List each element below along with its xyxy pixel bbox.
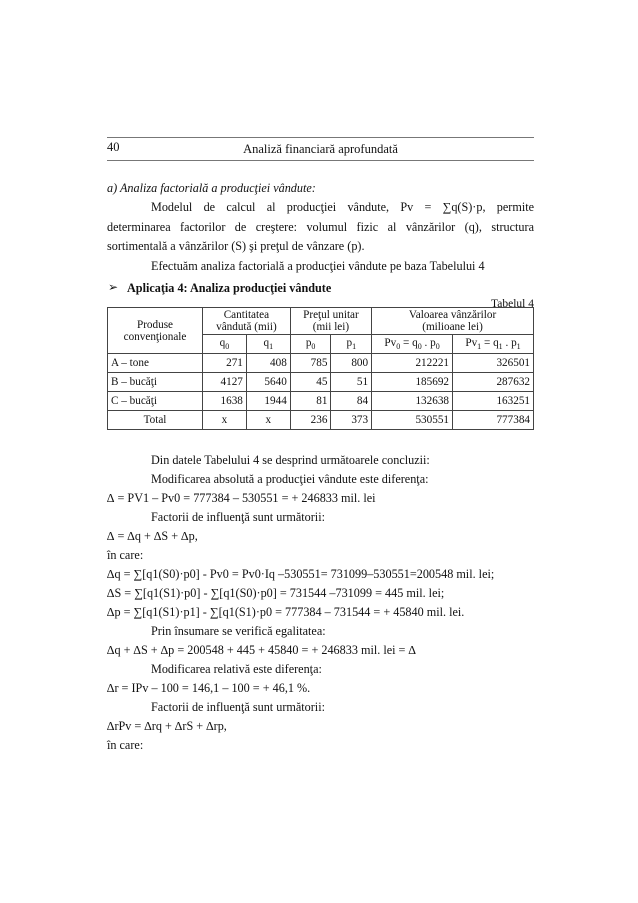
cell-p0: 45 (290, 373, 331, 392)
text-factors-relative: Factorii de influenţă sunt următorii: (151, 700, 325, 714)
header-value: Valoarea vânzărilor (milioane lei) (372, 308, 534, 335)
subheader-q0: $q_0$ (203, 335, 247, 354)
paragraph-analysis: Efectuăm analiza factorială a producţiei vândute pe baza Tabelului 4 (151, 259, 485, 273)
cell-pv0: 212221 (372, 354, 453, 373)
cell-p1: 800 (331, 354, 372, 373)
cell-q1: 1944 (246, 392, 290, 411)
formula-sum: ∆q + ∆S + ∆p = 200548 + 445 + 45840 = + 246833 mil. lei = ∆ (107, 643, 416, 657)
page-header (107, 138, 534, 158)
bullet-arrow-icon: ➢ (108, 280, 119, 294)
section-heading: a) Analiza factorială a producţiei vândute: (107, 181, 316, 195)
table-row (108, 354, 534, 373)
cell-q1: 5640 (246, 373, 290, 392)
subheader-p1: $p_1$ (331, 335, 372, 354)
cell-product: Total (108, 411, 203, 430)
cell-q1: x (246, 411, 290, 430)
text-verification: Prin însumare se verifică egalitatea: (151, 624, 326, 638)
header-price: Preţul unitar (mii lei) (290, 308, 371, 335)
cell-p0: 785 (290, 354, 331, 373)
cell-p0: 81 (290, 392, 331, 411)
formula-delta-p: ∆p = ∑[q1(S1)·p1] - ∑[q1(S1)·p0 = 777384 – 731544 = + 45840 mil. lei. (107, 605, 465, 619)
cell-pv1: 777384 (453, 411, 534, 430)
formula-delta: ∆ = PV1 – Pv0 = 777384 – 530551 = + 246833 mil. lei (107, 491, 376, 505)
subheader-q1: $q_1$ (246, 335, 290, 354)
text-relative-change: Modificarea relativă este diferenţa: (151, 662, 322, 676)
text-conclusions: Din datele Tabelului 4 se desprind următoarele concluzii: (151, 453, 430, 467)
formula-relative-decomposition: ∆rPv = ∆rq + ∆rS + ∆rp, (107, 719, 227, 733)
cell-pv0: 185692 (372, 373, 453, 392)
header-products: Produse convenţionale (108, 308, 203, 354)
page-number: 40 (107, 140, 120, 154)
cell-pv1: 287632 (453, 373, 534, 392)
cell-p1: 51 (331, 373, 372, 392)
table-row (108, 392, 534, 411)
table-total-row (108, 411, 534, 430)
cell-q0: x (203, 411, 247, 430)
subheader-p0: $p_0$ (290, 335, 331, 354)
cell-product: C – bucăţi (108, 392, 203, 411)
cell-p1: 84 (331, 392, 372, 411)
production-table (107, 307, 534, 430)
formula-decomposition: ∆ = ∆q + ∆S + ∆p, (107, 529, 198, 543)
cell-p0: 236 (290, 411, 331, 430)
text-where: în care: (107, 548, 144, 562)
text-where-2: în care: (107, 738, 144, 752)
header-quantity: Cantitatea vândută (mii) (203, 308, 291, 335)
header-bottom-rule (107, 160, 534, 161)
subheader-pv0: $Pv_0 = q_0$ . $p_0$ (372, 335, 453, 354)
formula-delta-r: ∆r = IPv – 100 = 146,1 – 100 = + 46,1 %. (107, 681, 311, 695)
formula-delta-s: ∆S = ∑[q1(S1)·p0] - ∑[q1(S0)·p0] = 731544 –731099 = 445 mil. lei; (107, 586, 445, 600)
cell-pv1: 163251 (453, 392, 534, 411)
subheader-pv1: $Pv_1 = q_1$ . $p_1$ (453, 335, 534, 354)
cell-product: B – bucăţi (108, 373, 203, 392)
running-title: Analiză financiară aprofundată (243, 142, 398, 156)
cell-product: A – tone (108, 354, 203, 373)
table-label: Tabelul 4 (491, 298, 534, 310)
cell-p1: 373 (331, 411, 372, 430)
application-title: Aplicaţia 4: Analiza producţiei vândute (127, 281, 332, 295)
formula-delta-q: ∆q = ∑[q1(S0)·p0] - Pv0 = Pv0·Iq –530551= 731099–530551=200548 mil. lei; (107, 567, 495, 581)
cell-q0: 4127 (203, 373, 247, 392)
paragraph-model: Modelul de calcul al producţiei vândute, Pv = ∑q(S)·p, permite determinarea factorilor de creştere: volumul fizic al vânzărilor (q), structura sortimentală a vânzărilor (S) şi preţul de vânzare (p). (107, 200, 534, 253)
table-row (108, 373, 534, 392)
text-factors: Factorii de influenţă sunt următorii: (151, 510, 325, 524)
text-absolute-change: Modificarea absolută a producţiei vândute este diferenţa: (151, 472, 429, 486)
cell-q0: 1638 (203, 392, 247, 411)
cell-pv0: 132638 (372, 392, 453, 411)
table-header-row (108, 308, 534, 335)
cell-q1: 408 (246, 354, 290, 373)
cell-q0: 271 (203, 354, 247, 373)
cell-pv0: 530551 (372, 411, 453, 430)
cell-pv1: 326501 (453, 354, 534, 373)
